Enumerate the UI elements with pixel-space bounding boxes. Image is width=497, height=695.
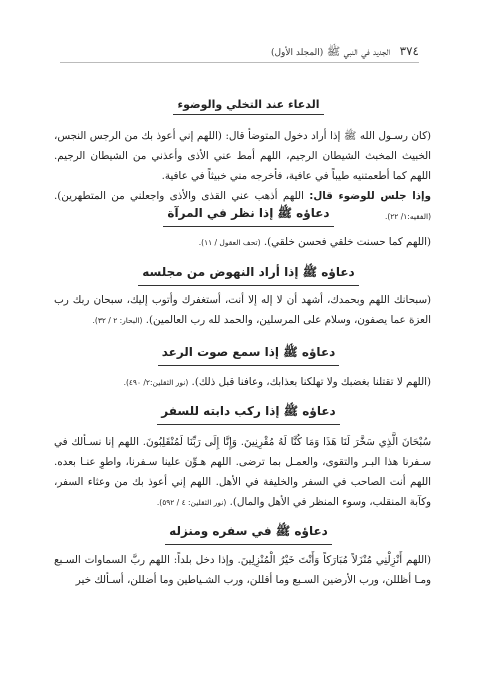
citation: (تحف العقول / ١١).	[198, 238, 261, 247]
paragraph-text: اللهم أذهب عني القذى والأذى واجعلني من المتطهرين).	[54, 190, 304, 202]
citation: (الفقيه:١/ ٢٢).	[384, 212, 431, 221]
header-rule	[60, 62, 419, 63]
paragraph-text: (اللهم كما حسنت خلقي فحسن خلقي).	[263, 236, 431, 248]
paragraph-text: (اللهم لا تقتلنا بغضبك ولا تهلكنا بعذابك، وعافنا قبل ذلك).	[191, 376, 431, 388]
section-heading: دعاؤه ﷺ إذا ركب دابته للسفر	[0, 404, 497, 425]
section-body	[54, 550, 431, 590]
section-body	[54, 290, 431, 331]
section-body	[54, 432, 431, 513]
paragraph-text: (اللهم أَنْزِلْنِي مُنْزَلاً مُبَارَكاً وَأَنْتَ خَيْرُ الْمُنْزِلِينَ. وإذا دخل بلداً: اللهم ربَّ السماوات السـبع ومـا أظللن، ورب الأرضين السـبع وما أقللن، ورب الشـياطين وما أضللن، أسـألك خير	[54, 554, 431, 586]
section-heading: الدعاء عند التخلي والوضوء	[0, 98, 497, 115]
page-header	[60, 44, 419, 61]
paragraph-text: (سبحانك اللهم وبحمدك، أشهد أن لا إله إلا أنت، أستغفرك وأتوب إليك، سبحان ربك رب العزة عما يصفون، وسلام على المرسلين، والحمد لله رب العالمين).	[54, 294, 431, 326]
paragraph-text: سُبْحَانَ الَّذِي سَخَّرَ لَنَا هَذَا وَمَا كُنَّا لَهُ مُقْرِنِينَ. وَإِنَّا إِلَى رَبِّنَا لَمُنْقَلِبُونَ. اللهم إنا نسـألك في سـفرنا هذا البـر والتقوى، والعمـل بما ترضى. اللهم هـوِّن علينا سـفرنا، واطوِ عنـا بعده. اللهم أنت الصاحب في السفر والخليفة في الأهل. اللهم إني أعوذ بك من وعثاء السفر، وكآبة المنقلب، وسوء المنظر في الأهل والمال).	[54, 436, 431, 508]
section-heading: دعاؤه ﷺ إذا سمع صوت الرعد	[0, 345, 497, 366]
section-heading: دعاؤه ﷺ إذا أراد النهوض من مجلسه	[0, 265, 497, 286]
citation: (نور الثقلين: ٤ / ٥٩٢).	[156, 498, 227, 507]
citation: (البحار: ٢ / ٣٢).	[92, 316, 143, 325]
running-title: الجديد في النبي ﷺ	[326, 45, 391, 58]
citation: (نور الثقلين:٢/ ٤٩٠).	[123, 378, 189, 387]
section-body	[54, 232, 431, 253]
paragraph-text: (كان رسـول الله ﷺ إذا أراد دخول المتوضأ قال: (اللهم إني أعوذ بك من الرجس النجس، الخبيث المخبث الشيطان الرجيم، اللهم أمط عني الأذى وأعذني من الشيطان الرجيم. اللهم كما أطعمتنيه طيباً في عافية، فأخرجه مني خبيثاً في عافية.	[54, 130, 431, 182]
paragraph-lead: وإذا جلس للوضوء قال:	[309, 190, 431, 202]
page-number: ٣٧٤	[399, 44, 419, 58]
section-heading: دعاؤه ﷺ في سفره ومنزله	[0, 524, 497, 545]
section-body	[54, 372, 431, 393]
volume-label: (المجلد الأول)	[270, 48, 324, 58]
section-heading: دعاؤه ﷺ إذا نظر في المرآة	[0, 206, 497, 227]
